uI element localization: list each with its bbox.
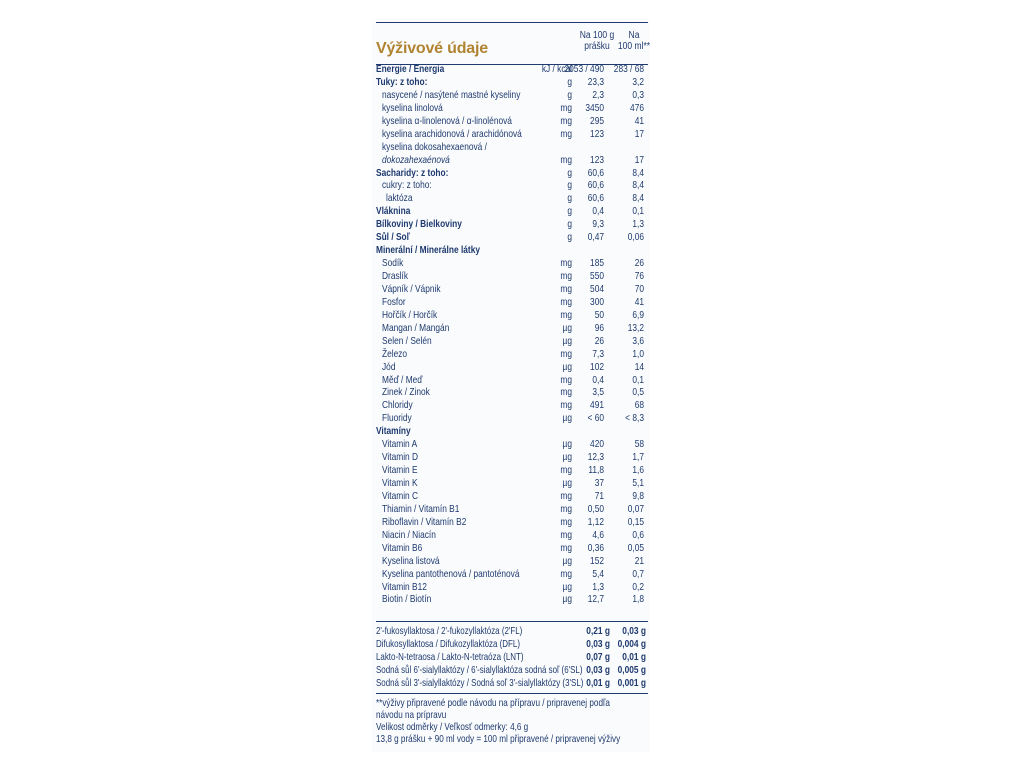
table-header xyxy=(376,26,650,66)
page-title: Výživové údaje xyxy=(376,40,488,57)
nutrient-name: Draslík xyxy=(382,271,408,282)
value-per-100g: 23,3 xyxy=(587,76,604,88)
nutrient-unit: µg xyxy=(562,452,572,464)
value-per-100g: 3450 xyxy=(585,102,604,114)
nutrient-name: Vitamin D xyxy=(382,452,419,464)
nutrient-unit: mg xyxy=(560,154,572,166)
value-per-100g: 550 xyxy=(590,271,604,282)
value-per-100g: 295 xyxy=(590,115,604,127)
table-row xyxy=(376,504,650,517)
value-per-100g: 123 xyxy=(590,154,604,166)
table-row xyxy=(376,387,650,400)
nutrient-unit: g xyxy=(567,206,572,218)
nutrient-name: Chloridy xyxy=(382,400,413,412)
table-row xyxy=(376,116,650,129)
nutrient-unit: mg xyxy=(560,374,572,386)
nutrient-unit: g xyxy=(567,180,572,192)
nutrient-unit: mg xyxy=(560,115,572,127)
value-per-100ml: 8,4 xyxy=(632,193,644,205)
value-per-100ml: 13,2 xyxy=(627,322,644,334)
table-row xyxy=(376,349,650,362)
table-row xyxy=(376,400,650,413)
hmo-value-per-100ml: 0,004 g xyxy=(617,638,646,650)
nutrient-name: kyselina dokosahexaenová / xyxy=(382,141,487,153)
nutrient-name: Sodík xyxy=(382,258,404,270)
nutrient-unit: g xyxy=(567,167,572,179)
table-row xyxy=(376,556,650,569)
value-per-100ml: < 8,3 xyxy=(625,413,644,425)
value-per-100ml: 0,06 xyxy=(627,232,644,244)
value-per-100ml: 1,6 xyxy=(632,465,644,477)
nutrient-name: dokozahexaénová xyxy=(382,154,450,166)
hmo-value-per-100g: 0,01 g xyxy=(586,677,610,689)
hmo-value-per-100ml: 0,01 g xyxy=(622,651,646,663)
value-per-100g: 0,50 xyxy=(587,503,604,515)
value-per-100ml: 1,3 xyxy=(632,219,644,231)
table-row xyxy=(376,219,650,232)
value-per-100ml: 26 xyxy=(634,258,644,270)
table-row xyxy=(376,452,650,465)
value-per-100ml: 58 xyxy=(634,439,644,451)
value-per-100g: 0,47 xyxy=(587,232,604,244)
table-row xyxy=(376,413,650,426)
table-row xyxy=(376,155,650,168)
hmo-value-per-100g: 0,03 g xyxy=(586,638,610,650)
footnote-line: **výživy připravené podle návodu na přípravu / pripravenej podľa xyxy=(376,698,610,709)
hmo-value-per-100ml: 0,005 g xyxy=(617,664,646,676)
nutrient-name: laktóza xyxy=(386,193,413,205)
nutrient-name: Železo xyxy=(382,348,408,360)
nutrient-unit: mg xyxy=(560,271,572,282)
nutrient-name: Vláknina xyxy=(376,206,411,218)
value-per-100g: 26 xyxy=(594,335,604,347)
divider-hmo xyxy=(376,621,648,622)
nutrient-unit: mg xyxy=(560,400,572,412)
hmo-row xyxy=(376,639,650,652)
value-per-100g: 4,6 xyxy=(592,529,604,541)
table-row xyxy=(376,258,650,271)
value-per-100g: 0,4 xyxy=(592,374,604,386)
hmo-table xyxy=(376,626,650,690)
value-per-100g: 0,36 xyxy=(587,542,604,554)
value-per-100g: 1,3 xyxy=(592,581,604,593)
nutrition-panel xyxy=(372,20,650,752)
nutrient-unit: mg xyxy=(560,465,572,477)
nutrient-name: Vitamin B12 xyxy=(382,581,427,593)
value-per-100ml: 1,7 xyxy=(632,452,644,464)
table-row xyxy=(376,491,650,504)
nutrient-name: Sůl / Soľ xyxy=(376,232,410,244)
footnote-line: návodu na prípravu xyxy=(376,710,447,721)
nutrient-name: cukry: z toho: xyxy=(382,180,432,192)
value-per-100ml: 17 xyxy=(634,128,644,140)
value-per-100ml: 0,3 xyxy=(632,89,644,101)
nutrient-name: Biotin / Biotín xyxy=(382,594,432,606)
value-per-100ml: 3,6 xyxy=(632,335,644,347)
nutrient-name: Hořčík / Horčík xyxy=(382,309,438,321)
nutrient-unit: kJ / kcal xyxy=(541,64,572,75)
nutrient-name: Vitamin A xyxy=(382,439,418,451)
value-per-100ml: 41 xyxy=(634,115,644,127)
nutrient-unit: mg xyxy=(560,128,572,140)
table-row xyxy=(376,569,650,582)
value-per-100g: 123 xyxy=(590,128,604,140)
value-per-100g: 96 xyxy=(594,322,604,334)
table-row xyxy=(376,543,650,556)
hmo-value-per-100g: 0,07 g xyxy=(586,651,610,663)
value-per-100g: 2053 / 490 xyxy=(564,64,604,75)
nutrient-unit: µg xyxy=(562,361,572,373)
nutrient-name: Měď / Meď xyxy=(382,374,423,386)
hmo-row xyxy=(376,626,650,639)
table-row xyxy=(376,271,650,284)
table-row xyxy=(376,594,650,607)
nutrient-name: Energie / Energia xyxy=(376,64,445,75)
nutrient-unit: mg xyxy=(560,283,572,295)
value-per-100ml: 21 xyxy=(634,555,644,567)
value-per-100g: 5,4 xyxy=(592,568,604,580)
nutrient-name: Zinek / Zinok xyxy=(382,387,430,399)
nutrient-unit: g xyxy=(567,89,572,101)
nutrient-unit: µg xyxy=(562,594,572,606)
table-row xyxy=(376,64,650,77)
hmo-name: 2'-fukosyllaktosa / 2'-fukozyllaktóza (2'FL) xyxy=(376,626,523,637)
hmo-row xyxy=(376,665,650,678)
value-per-100g: 300 xyxy=(590,296,604,308)
value-per-100g: 102 xyxy=(590,361,604,373)
value-per-100ml: 17 xyxy=(634,154,644,166)
value-per-100ml: 283 / 68 xyxy=(613,64,644,75)
value-per-100ml: 9,8 xyxy=(632,490,644,502)
divider-footer xyxy=(376,693,648,694)
nutrient-unit: mg xyxy=(560,503,572,515)
value-per-100g: 2,3 xyxy=(592,89,604,101)
preparation-ratio: 13,8 g prášku + 90 ml vody = 100 ml připravené / pripravenej výživy xyxy=(376,734,621,745)
value-per-100g: 3,5 xyxy=(592,387,604,399)
nutrient-unit: g xyxy=(567,232,572,244)
value-per-100ml: 0,1 xyxy=(632,206,644,218)
nutrient-name: kyselina arachidonová / arachidónová xyxy=(382,128,522,140)
hmo-value-per-100ml: 0,001 g xyxy=(617,677,646,689)
nutrient-unit: mg xyxy=(560,490,572,502)
table-row xyxy=(376,310,650,323)
table-row xyxy=(376,465,650,478)
value-per-100ml: 0,05 xyxy=(627,542,644,554)
nutrient-name: Fluoridy xyxy=(382,413,412,425)
value-per-100ml: 0,2 xyxy=(632,581,644,593)
value-per-100ml: 0,6 xyxy=(632,529,644,541)
scoop-size: Velikost odměrky / Veľkosť odmerky: 4,6 g xyxy=(376,722,529,733)
table-row xyxy=(376,232,650,245)
value-per-100ml: 5,1 xyxy=(632,478,644,489)
nutrient-name: Niacin / Niacín xyxy=(382,529,436,541)
nutrient-name: Thiamin / Vitamín B1 xyxy=(382,503,460,515)
value-per-100g: 504 xyxy=(590,283,604,295)
table-row xyxy=(376,206,650,219)
nutrient-unit: mg xyxy=(560,296,572,308)
divider-top xyxy=(376,22,648,23)
value-per-100g: 152 xyxy=(590,555,604,567)
nutrient-unit: µg xyxy=(562,439,572,451)
nutrient-unit: mg xyxy=(560,516,572,528)
hmo-value-per-100g: 0,21 g xyxy=(586,626,610,637)
nutrient-name: Vitamin B6 xyxy=(382,542,423,554)
value-per-100ml: 0,7 xyxy=(632,568,644,580)
table-row xyxy=(376,478,650,491)
table-row xyxy=(376,90,650,103)
nutrient-unit: µg xyxy=(562,581,572,593)
value-per-100ml: 8,4 xyxy=(632,180,644,192)
nutrient-unit: µg xyxy=(562,322,572,334)
hmo-name: Lakto-N-tetraosa / Lakto-N-tetraóza (LNT) xyxy=(376,651,524,663)
nutrient-unit: µg xyxy=(562,413,572,425)
table-row xyxy=(376,530,650,543)
nutrient-name: nasycené / nasýtené mastné kyseliny xyxy=(382,89,521,101)
nutrient-name: Vápník / Vápnik xyxy=(382,283,441,295)
hmo-name: Difukosyllaktosa / Difukozyllaktóza (DFL) xyxy=(376,638,520,650)
value-per-100ml: 0,5 xyxy=(632,387,644,399)
value-per-100ml: 0,07 xyxy=(627,503,644,515)
table-row xyxy=(376,142,650,155)
table-row xyxy=(376,103,650,116)
nutrient-name: Kyselina listová xyxy=(382,555,440,567)
nutrient-name: Bílkoviny / Bielkoviny xyxy=(376,219,462,231)
table-row xyxy=(376,375,650,388)
value-per-100g: 12,7 xyxy=(587,594,604,606)
table-row xyxy=(376,582,650,595)
nutrient-name: kyselina linolová xyxy=(382,102,443,114)
table-row xyxy=(376,439,650,452)
nutrient-name: Mangan / Mangán xyxy=(382,322,450,334)
nutrient-name: Jód xyxy=(382,361,396,373)
hmo-value-per-100ml: 0,03 g xyxy=(622,626,646,637)
table-row xyxy=(376,129,650,142)
nutrient-unit: µg xyxy=(562,478,572,489)
value-per-100g: 71 xyxy=(594,490,604,502)
value-per-100ml: 0,15 xyxy=(627,516,644,528)
table-row xyxy=(376,77,650,90)
hmo-row xyxy=(376,652,650,665)
table-row xyxy=(376,336,650,349)
value-per-100g: 60,6 xyxy=(587,193,604,205)
table-row xyxy=(376,180,650,193)
table-row xyxy=(376,323,650,336)
nutrient-unit: µg xyxy=(562,335,572,347)
footnote xyxy=(376,698,676,746)
value-per-100ml: 1,8 xyxy=(632,594,644,606)
nutrient-unit: mg xyxy=(560,542,572,554)
table-row xyxy=(376,168,650,181)
value-per-100g: 50 xyxy=(594,309,604,321)
value-per-100ml: 8,4 xyxy=(632,167,644,179)
hmo-name: Sodná sůl 6'-sialyllaktózy / 6'-sialyllaktóza sodná soľ (6'SL) xyxy=(376,664,583,676)
hmo-row xyxy=(376,678,650,691)
nutrient-unit: g xyxy=(567,76,572,88)
value-per-100ml: 41 xyxy=(634,296,644,308)
column-header-100g: Na 100 g prášku xyxy=(579,30,615,52)
nutrient-unit: mg xyxy=(560,568,572,580)
nutrient-unit: g xyxy=(567,193,572,205)
hmo-value-per-100g: 0,03 g xyxy=(586,664,610,676)
table-row xyxy=(376,362,650,375)
nutrient-name: Tuky: z toho: xyxy=(376,76,428,88)
value-per-100g: 491 xyxy=(590,400,604,412)
nutrient-name: Riboflavin / Vitamín B2 xyxy=(382,516,467,528)
nutrient-name: Fosfor xyxy=(382,296,406,308)
value-per-100ml: 3,2 xyxy=(632,76,644,88)
value-per-100g: 60,6 xyxy=(587,180,604,192)
value-per-100g: 60,6 xyxy=(587,167,604,179)
value-per-100ml: 76 xyxy=(634,271,644,282)
value-per-100ml: 6,9 xyxy=(632,309,644,321)
nutrient-name: Vitamin C xyxy=(382,490,419,502)
value-per-100g: 185 xyxy=(590,258,604,270)
value-per-100ml: 68 xyxy=(634,400,644,412)
nutrient-unit: mg xyxy=(560,309,572,321)
table-row xyxy=(376,297,650,310)
nutrient-name: Minerální / Minerálne látky xyxy=(376,245,480,257)
value-per-100g: 11,8 xyxy=(588,465,604,477)
table-row xyxy=(376,517,650,530)
value-per-100g: 7,3 xyxy=(592,348,604,360)
nutrient-name: kyselina α-linolenová / α-linolénová xyxy=(382,115,512,127)
value-per-100ml: 0,1 xyxy=(632,374,644,386)
value-per-100g: 9,3 xyxy=(592,219,604,231)
value-per-100ml: 70 xyxy=(634,283,644,295)
nutrient-unit: mg xyxy=(560,348,572,360)
nutrient-name: Vitamíny xyxy=(376,426,411,438)
nutrient-name: Vitamin K xyxy=(382,478,418,489)
nutrient-table xyxy=(376,64,650,607)
nutrient-name: Sacharidy: z toho: xyxy=(376,167,449,179)
table-row xyxy=(376,284,650,297)
hmo-name: Sodná sůl 3'-sialyllaktózy / Sodná soľ 3'-sialyllaktózy (3'SL) xyxy=(376,677,584,689)
value-per-100ml: 1,0 xyxy=(632,348,644,360)
value-per-100g: 37 xyxy=(594,478,604,489)
nutrient-unit: µg xyxy=(562,555,572,567)
nutrient-name: Kyselina pantothenová / pantoténová xyxy=(382,568,520,580)
value-per-100g: < 60 xyxy=(587,413,604,425)
value-per-100ml: 14 xyxy=(634,361,644,373)
table-row xyxy=(376,193,650,206)
value-per-100g: 1,12 xyxy=(587,516,604,528)
column-header-100ml: Na 100 ml** xyxy=(617,30,651,52)
nutrient-unit: mg xyxy=(560,529,572,541)
value-per-100g: 420 xyxy=(590,439,604,451)
nutrient-name: Selen / Selén xyxy=(382,335,432,347)
nutrient-unit: g xyxy=(567,219,572,231)
value-per-100ml: 476 xyxy=(630,102,644,114)
nutrient-unit: mg xyxy=(560,102,572,114)
nutrient-name: Vitamin E xyxy=(382,465,418,477)
nutrient-unit: mg xyxy=(560,258,572,270)
value-per-100g: 12,3 xyxy=(587,452,604,464)
value-per-100g: 0,4 xyxy=(592,206,604,218)
table-row xyxy=(376,426,650,439)
table-row xyxy=(376,245,650,258)
nutrient-unit: mg xyxy=(560,387,572,399)
